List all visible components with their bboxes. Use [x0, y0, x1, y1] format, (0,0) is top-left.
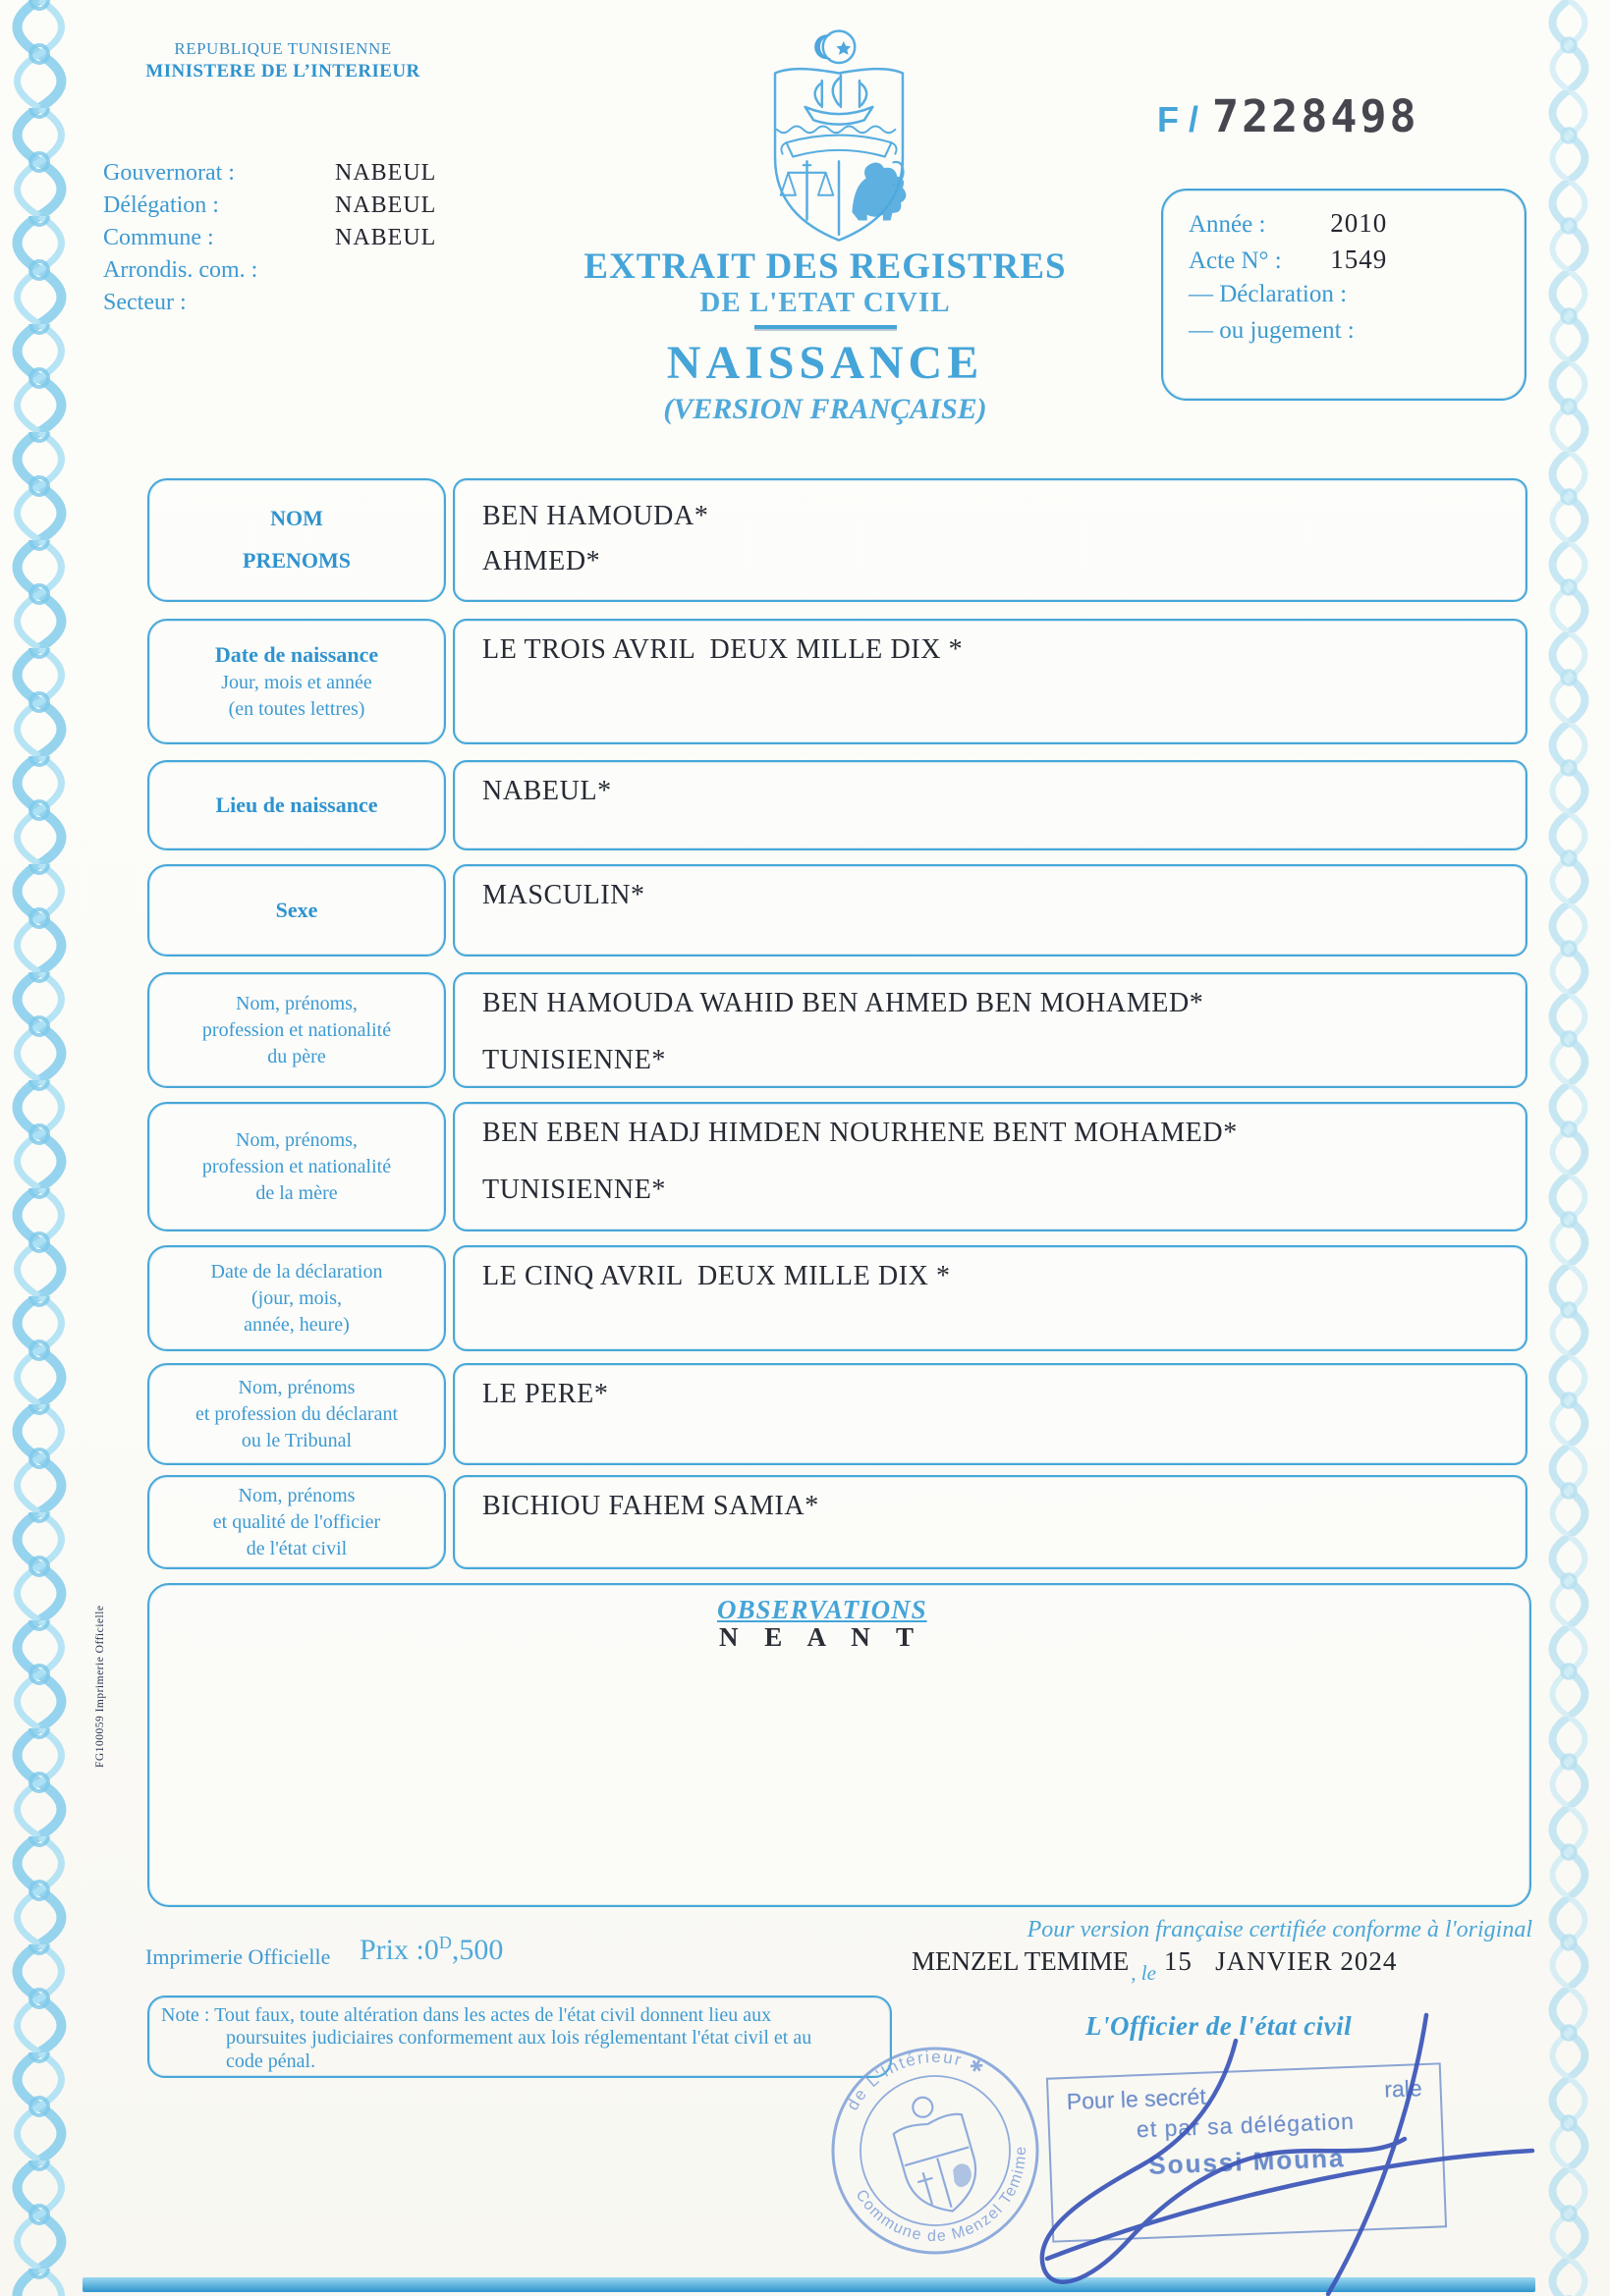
certified-conform-line: Pour version française certifiée conforme à l'original [1027, 1917, 1532, 1942]
price-label: Prix $:0^D,500$ [360, 1933, 504, 1966]
republic-title: REPUBLIQUE TUNISIENNE [174, 39, 392, 58]
observations-title: OBSERVATIONS [717, 1595, 927, 1624]
officer-title: L'Officier de l'état civil [1085, 2011, 1353, 2041]
round-stamp-ring-bottom-text: Commune de Menzel Temime [852, 2145, 1030, 2246]
act-reference-box [1161, 189, 1527, 401]
date-naissance-label: Date de naissance Jour, mois et année (en toutes lettres) [147, 619, 446, 744]
officier-value: BICHIOU FAHEM SAMIA* [453, 1475, 1527, 1569]
tunisia-coat-of-arms-icon [754, 22, 923, 252]
form-row-lieu-naissance [147, 760, 1527, 850]
serial-number-block [1157, 90, 1419, 142]
form-row-officier [147, 1475, 1527, 1569]
document-title-line1: EXTRAIT DES REGISTRES [583, 246, 1067, 287]
legal-note-box [147, 1995, 892, 2078]
mere-label: Nom, prénoms, profession et nationalité de la mère [147, 1102, 446, 1231]
date-declaration-label: Date de la déclaration (jour, mois, année, heure) [147, 1245, 446, 1351]
guilloche-border-right-icon [1537, 0, 1600, 2296]
round-stamp-emblem-icon [886, 2088, 986, 2220]
le-particle: , le [1131, 1961, 1156, 1985]
date-declaration-value: LE CINQ AVRIL DEUX MILLE DIX * [453, 1245, 1527, 1351]
sexe-label: Sexe [147, 864, 446, 957]
document-type-title: NAISSANCE [666, 337, 984, 389]
form-row-pere [147, 972, 1527, 1088]
form-row-sexe [147, 864, 1527, 957]
annee-line [1189, 208, 1525, 245]
guilloche-border-left-icon [0, 0, 79, 2296]
commune-value: NABEUL [335, 225, 437, 250]
jugement-label: — ou jugement : [1189, 317, 1355, 344]
annee-value: 2010 [1330, 208, 1388, 238]
city-name: MENZEL TEMIME [912, 1946, 1130, 1976]
city-date-line [912, 1946, 1398, 1985]
form-row-mere [147, 1102, 1527, 1231]
handwritten-signature-icon [982, 2003, 1572, 2296]
mere-value: BEN EBEN HADJ HIMDEN NOURHENE BENT MOHAMED* TUNISIENNE* [453, 1102, 1527, 1231]
form-row-declarant [147, 1363, 1527, 1465]
document-subtitle: (VERSION FRANÇAISE) [663, 393, 987, 425]
note-line2: poursuites judiciaires conformement aux lois réglementant l'état civil et au [226, 2027, 812, 2050]
note-line3: code pénal. [226, 2050, 316, 2072]
document-title-line2: DE L'ETAT CIVIL [699, 287, 951, 318]
printer-reference-vertical-text: FG100059 Imprimerie Officielle [94, 1605, 106, 1768]
delegation-stamp-line1: Pour le secrét rale [1066, 2075, 1423, 2114]
pere-label: Nom, prénoms, profession et nationalité du père [147, 972, 446, 1088]
issue-date: 15 JANVIER 2024 [1163, 1946, 1398, 1976]
commune-label: Commune : [103, 225, 214, 250]
officier-label: Nom, prénoms et qualité de l'officier de l'état civil [147, 1475, 446, 1569]
nom-prenoms-value: BEN HAMOUDA* AHMED* [453, 478, 1527, 602]
imprimerie-label: Imprimerie Officielle [145, 1944, 331, 1969]
delegation-label: Délégation : [103, 192, 219, 218]
serial-prefix: F / [1157, 99, 1198, 139]
acte-line [1189, 245, 1525, 281]
annee-label: Année : [1189, 211, 1266, 238]
ministry-title: MINISTERE DE L’INTERIEUR [145, 61, 420, 82]
sexe-value: MASCULIN* [453, 864, 1527, 957]
lieu-naissance-value: NABEUL* [453, 760, 1527, 850]
title-divider [754, 325, 897, 329]
form-row-nom-prenoms [147, 478, 1527, 602]
gouvernorat-value: NABEUL [335, 160, 437, 186]
field-gouvernorat [103, 160, 653, 192]
gouvernorat-label: Gouvernorat : [103, 160, 235, 186]
declarant-value: LE PERE* [453, 1363, 1527, 1465]
declarant-label: Nom, prénoms et profession du déclarant ou le Tribunal [147, 1363, 446, 1465]
note-line1: Note : Tout faux, toute altération dans les actes de l'état civil donnent lieu aux [161, 2004, 772, 2026]
arrondissement-label: Arrondis. com. : [103, 257, 258, 283]
acte-number-value: 1549 [1330, 245, 1388, 274]
date-naissance-value: LE TROIS AVRIL DEUX MILLE DIX * [453, 619, 1527, 744]
pere-value: BEN HAMOUDA WAHID BEN AHMED BEN MOHAMED* TUNISIENNE* [453, 972, 1527, 1088]
form-row-date-naissance [147, 619, 1527, 744]
form-row-date-declaration [147, 1245, 1527, 1351]
lieu-naissance-label: Lieu de naissance [147, 760, 446, 850]
nom-prenoms-label: NOM PRENOMS [147, 478, 446, 602]
delegation-value: NABEUL [335, 192, 437, 218]
delegation-stamp-signatory: Soussi Mouna [1147, 2143, 1346, 2180]
round-stamp-ring-top-text: de L'Intérieur ✱ [843, 2047, 989, 2114]
delegation-stamp-line2: et par sa délégation [1136, 2107, 1356, 2143]
observations-value: N E A N T [719, 1622, 924, 1652]
field-delegation [103, 192, 653, 225]
secteur-label: Secteur : [103, 290, 187, 315]
serial-number: 7228498 [1212, 90, 1419, 142]
declaration-label: — Déclaration : [1189, 281, 1348, 307]
acte-number-label: Acte N° : [1189, 247, 1282, 274]
